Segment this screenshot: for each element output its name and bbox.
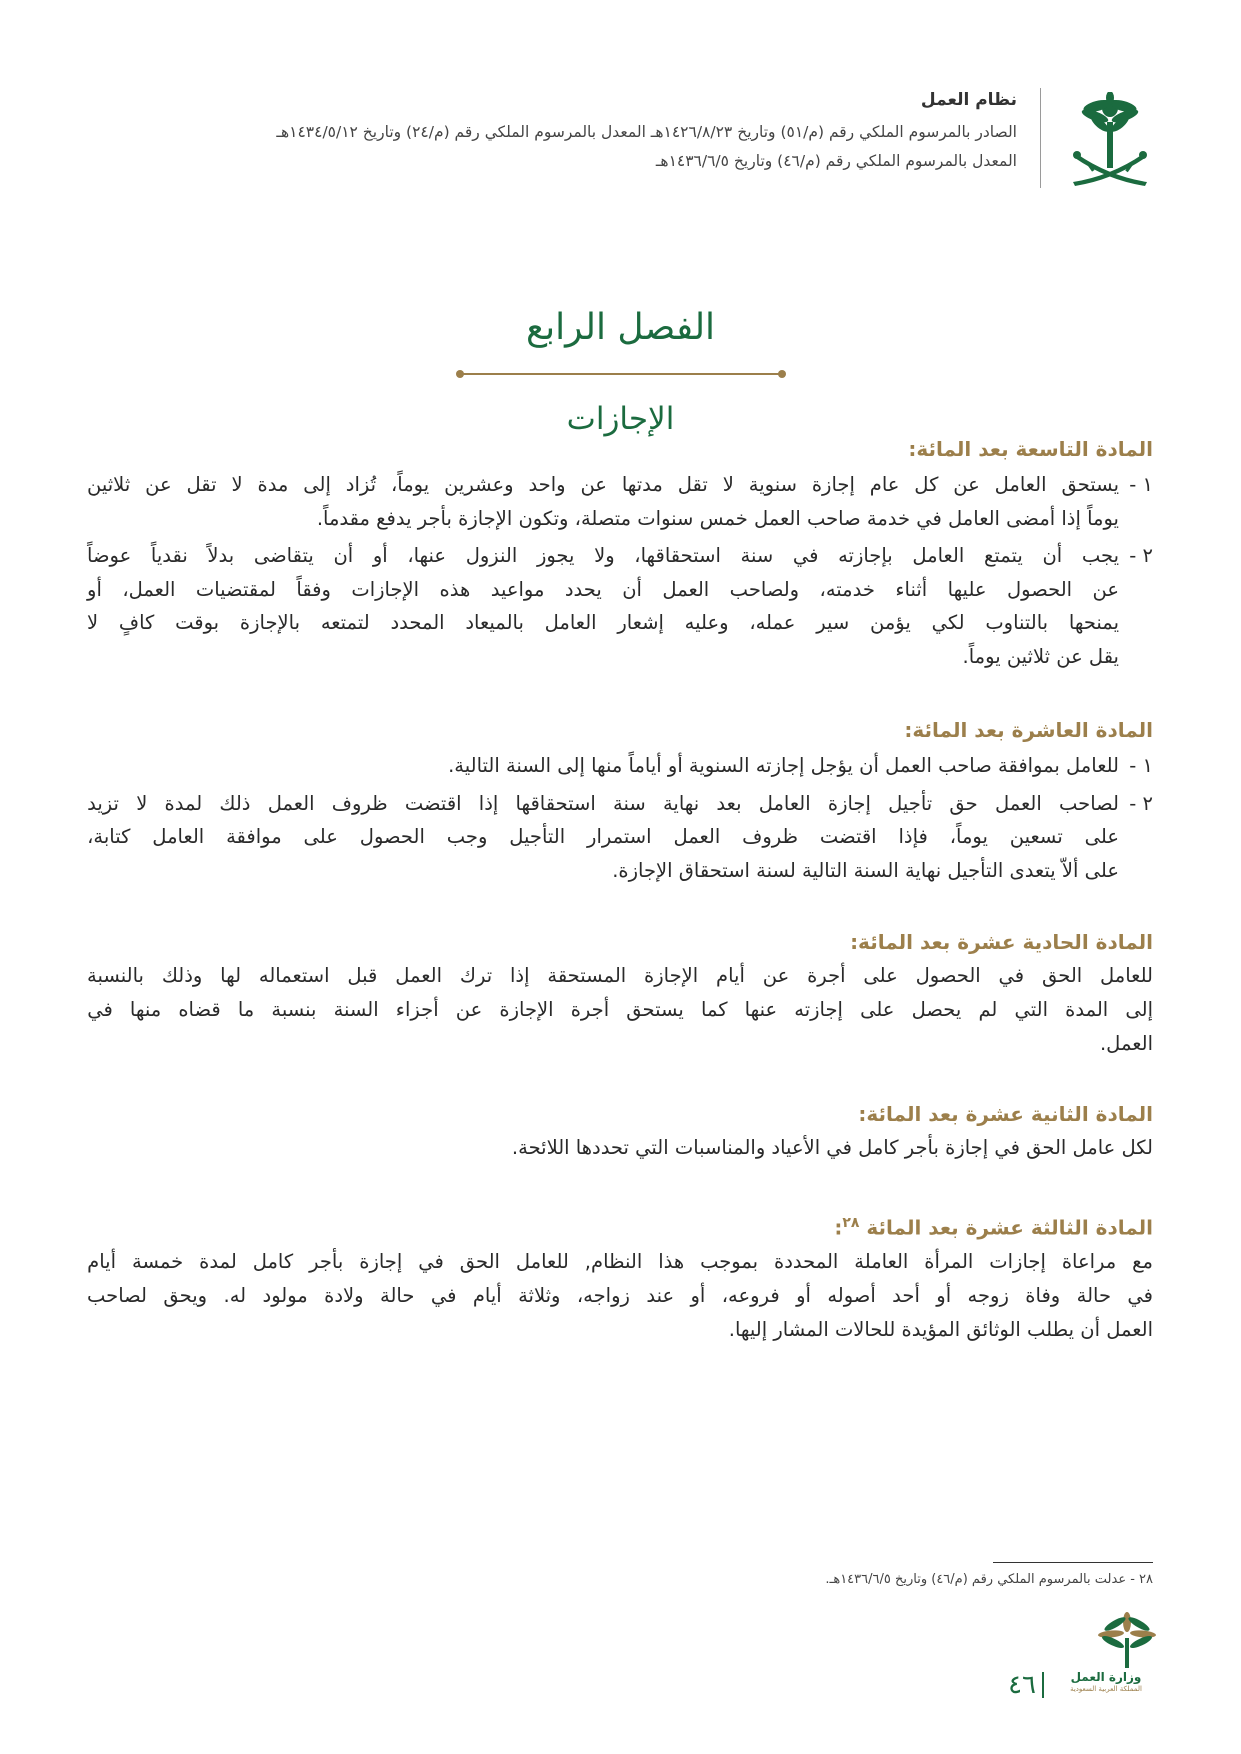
footnote-ref[interactable]: ٢٨ [842, 1215, 860, 1231]
footer-separator [1042, 1672, 1044, 1698]
article-item [87, 749, 1153, 783]
article-113 [87, 1206, 1153, 1347]
text-line: يجب أن يتمتع العامل بإجازته في سنة استحقاقها، ولا يجوز النزول عنها، أو أن يتقاضى بدلاً نقدياً عوضاً [87, 544, 1119, 567]
header-text [157, 88, 1017, 176]
article-112 [87, 1097, 1153, 1165]
ornament-divider [456, 368, 786, 380]
article-body [87, 959, 1153, 1061]
chapter-heading [0, 302, 1241, 442]
article-body [87, 1131, 1153, 1165]
text-line: إلى المدة التي لم يحصل على إجازته عنها كما يستحق أجرة الإجازة عن أجزاء السنة بنسبة ما قضاه منها في [87, 998, 1153, 1021]
text-line: للعامل بموافقة صاحب العمل أن يؤجل إجازته السنوية أو أياماً منها إلى السنة التالية. [448, 754, 1119, 777]
article-109 [87, 432, 1153, 673]
page-number: ٤٦ [1008, 1670, 1036, 1700]
text-line: للعامل الحق في الحصول على أجرة عن أيام الإجازة المستحقة إذا ترك العمل قبل استعماله لها وذلك بالنسبة [87, 964, 1153, 987]
article-title-text: المادة الثالثة عشرة بعد المائة [866, 1215, 1153, 1240]
article-title: المادة العاشرة بعد المائة: [904, 718, 1153, 742]
text-line: لصاحب العمل حق تأجيل إجازة العامل بعد نهاية سنة استحقاقها إذا اقتضت ظروف العمل ذلك لمدة لا تزيد [87, 791, 1119, 815]
item-number: ٢ - [1129, 544, 1153, 567]
article-title: المادة الثانية عشرة بعد المائة: [858, 1102, 1153, 1126]
chapter-subtitle: الإجازات [566, 401, 675, 437]
ministry-country: المملكة العربية السعودية [1070, 1685, 1142, 1693]
text-line: يوماً إذا أمضى العامل في خدمة صاحب العمل خمس سنوات متصلة، وتكون الإجازة بأجر يدفع مقدماً. [316, 506, 1119, 530]
item-number: ٢ - [1129, 791, 1153, 815]
article-title [87, 1206, 1153, 1245]
article-body [87, 1245, 1153, 1347]
text-line: على تسعين يوماً، فإذا اقتضت ظروف العمل استمرار التأجيل وجب الحصول على موافقة العامل كتابة، [87, 825, 1119, 848]
page-footer [990, 1612, 1160, 1702]
article-111 [87, 925, 1153, 1061]
text-line: على ألاّ يتعدى التأجيل نهاية السنة التالية لسنة استحقاق الإجازة. [612, 858, 1119, 882]
text-line: يقل عن ثلاثين يوماً. [962, 644, 1119, 668]
text-line: يمنحها بالتناوب لكي يؤمن سير عمله، وعليه إشعار العامل بالميعاد المحدد لتمتعه بالإجازة بوقت كافٍ لا [87, 611, 1119, 634]
law-title: نظام العمل [920, 90, 1017, 110]
decree-line-1: الصادر بالمرسوم الملكي رقم (م/٥١) وتاريخ ١٤٢٦/٨/٢٣هـ المعدل بالمرسوم الملكي رقم (م/٢٤) وتاريخ ١٤٣٤/٥/١٢هـ [276, 123, 1017, 141]
document-header [153, 88, 1153, 198]
divider-bar [462, 373, 780, 375]
text-line: عن الحصول عليها أثناء خدمته، ولصاحب العمل أن يحدد مواعيد هذه الإجازات وفقاً لمقتضيات العمل، أو [87, 577, 1119, 601]
footnote-rule [993, 1562, 1153, 1563]
item-number: ١ - [1129, 473, 1153, 496]
text-line: العمل. [1099, 1032, 1153, 1055]
ministry-palm-logo-icon [1097, 1612, 1157, 1668]
article-title: المادة الحادية عشرة بعد المائة: [850, 930, 1153, 954]
article-title: المادة التاسعة بعد المائة: [908, 437, 1153, 461]
article-item [87, 468, 1153, 535]
text-line: يستحق العامل عن كل عام إجازة سنوية لا تقل مدتها عن واحد وعشرين يوماً، تُزاد إلى مدة لا تقل عن ثلاثين [87, 473, 1119, 496]
item-number: ١ - [1129, 754, 1153, 777]
chapter-title: الفصل الرابع [525, 307, 716, 348]
header-divider [1040, 88, 1041, 188]
article-110 [87, 713, 1153, 887]
text-line: العمل أن يطلب الوثائق المؤيدة للحالات المشار إليها. [728, 1317, 1153, 1341]
saudi-emblem-icon [1067, 92, 1153, 190]
text-line: لكل عامل الحق في إجازة بأجر كامل في الأعياد والمناسبات التي تحددها اللائحة. [511, 1136, 1153, 1159]
text-line: مع مراعاة إجازات المرأة العاملة المحددة بموجب هذا النظام, للعامل الحق في إجازة بأجر كامل لمدة خمسة أيام [87, 1249, 1153, 1273]
title-colon: : [834, 1215, 843, 1240]
ministry-name: وزارة العمل [1070, 1670, 1142, 1684]
text-line: في حالة وفاة زوجه أو أحد أصوله أو فروعه، أو عند زواجه، وثلاثة أيام في حالة ولادة مولود له. ويحق لصاحب [87, 1283, 1153, 1307]
ministry-name-block [1056, 1670, 1156, 1694]
divider-dot [778, 370, 786, 378]
decree-line-2: المعدل بالمرسوم الملكي رقم (م/٤٦) وتاريخ ١٤٣٦/٦/٥هـ [655, 152, 1017, 170]
article-item [87, 539, 1153, 673]
article-item [87, 787, 1153, 888]
footnote: ٢٨ - عدلت بالمرسوم الملكي رقم (م/٤٦) وتاريخ ١٤٣٦/٦/٥هـ. [825, 1572, 1153, 1587]
